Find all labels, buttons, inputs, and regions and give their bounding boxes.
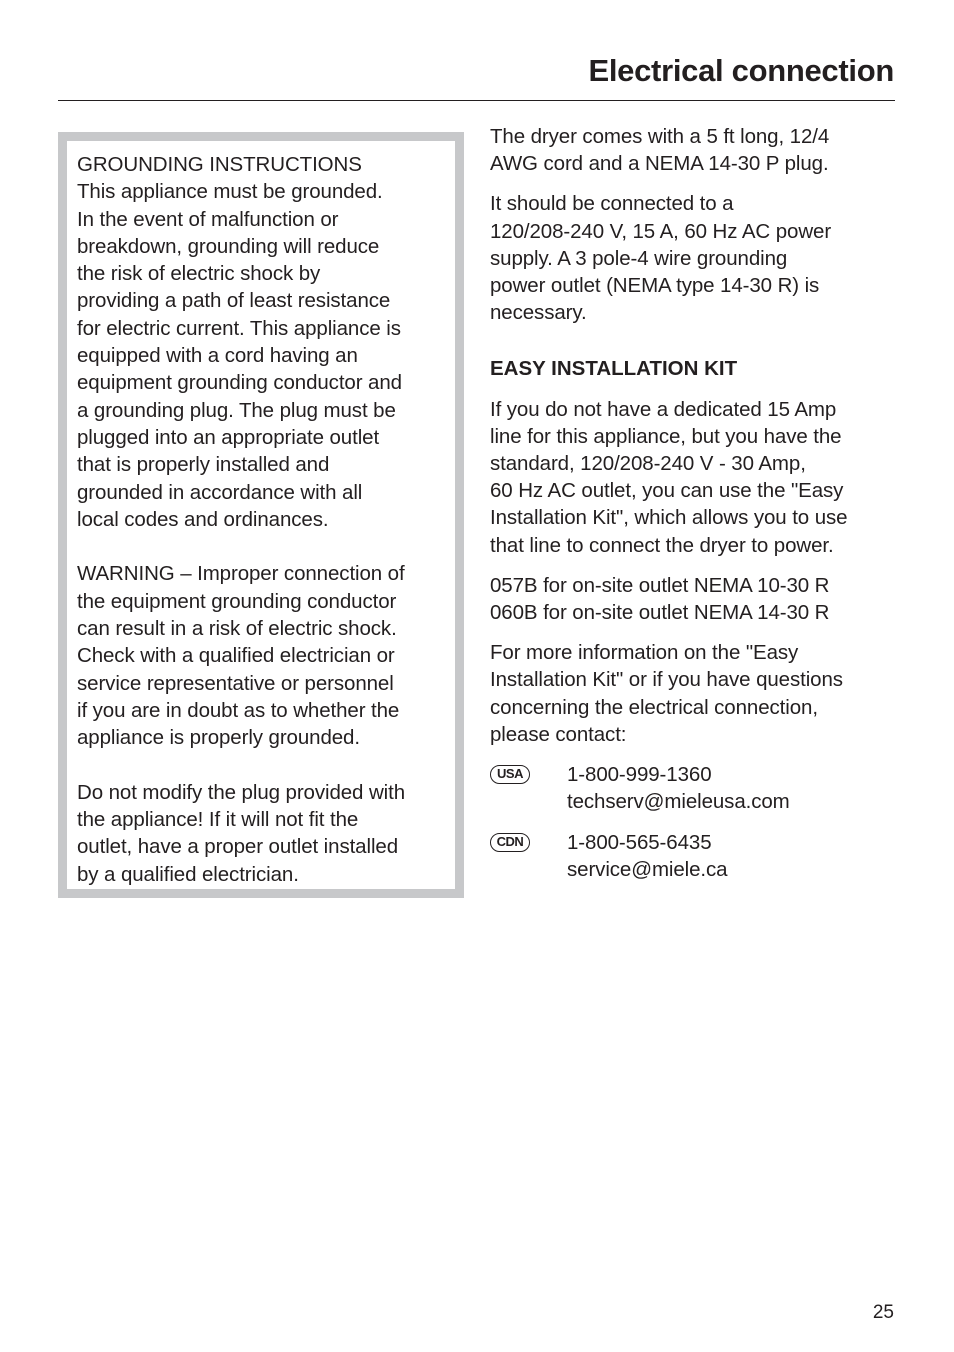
text-line: if you are in doubt as to whether the <box>77 698 400 722</box>
text-line: AWG cord and a NEMA 14-30 P plug. <box>490 152 829 176</box>
text-line: local codes and ordinances. <box>77 507 329 531</box>
cdn-contact-details <box>567 829 897 883</box>
text-line: 120/208-240 V, 15 A, 60 Hz AC power <box>490 219 832 243</box>
text-line: 60 Hz AC outlet, you can use the "Easy <box>490 479 844 503</box>
text-line: equipped with a cord having an <box>77 344 358 368</box>
usa-contact <box>490 761 900 815</box>
do-not-modify-plug-paragraph <box>77 779 472 888</box>
easy-installation-kit-heading: EASY INSTALLATION KIT <box>490 357 738 381</box>
more-information-paragraph <box>490 639 900 748</box>
text-line: the risk of electric shock by <box>77 262 321 286</box>
installation-kit-paragraph <box>490 396 900 559</box>
usa-country-badge-icon: USA <box>490 765 530 784</box>
text-line: breakdown, grounding will reduce <box>77 234 380 258</box>
text-line: GROUNDING INSTRUCTIONS <box>77 153 362 176</box>
text-line: line for this appliance, but you have the <box>490 424 842 448</box>
cdn-contact <box>490 829 900 883</box>
text-line: This appliance must be grounded. <box>77 180 383 204</box>
grounding-warning-text <box>77 151 472 888</box>
text-line: appliance is properly grounded. <box>77 726 360 750</box>
text-line: equipment grounding conductor and <box>77 371 402 395</box>
text-line: It should be connected to a <box>490 192 734 216</box>
text-line: In the event of malfunction or <box>77 207 339 231</box>
page-title: Electrical connection <box>588 53 894 88</box>
cdn-email-address: service@miele.ca <box>567 858 728 882</box>
text-line: that is properly installed and <box>77 453 330 477</box>
cdn-country-badge-icon: CDN <box>490 833 530 852</box>
cord-description-paragraph <box>490 123 900 177</box>
text-line: 060B for on-site outlet NEMA 14-30 R <box>490 601 830 625</box>
text-line: supply. A 3 pole-4 wire grounding <box>490 246 788 270</box>
page-number: 25 <box>872 1302 894 1323</box>
text-line: Installation Kit" or if you have questions <box>490 668 843 692</box>
text-line: a grounding plug. The plug must be <box>77 398 396 422</box>
power-supply-paragraph <box>490 190 900 326</box>
outlet-kit-codes-paragraph <box>490 572 900 626</box>
connection-details-column <box>490 123 900 897</box>
text-line: Check with a qualified electrician or <box>77 644 395 668</box>
usa-email-address: techserv@mieleusa.com <box>567 790 790 814</box>
text-line: plugged into an appropriate outlet <box>77 425 380 449</box>
text-line: If you do not have a dedicated 15 Amp <box>490 397 837 421</box>
cdn-phone-number: 1-800-565-6435 <box>567 831 712 855</box>
text-line: power outlet (NEMA type 14-30 R) is <box>490 274 820 298</box>
text-line: for electric current. This appliance is <box>77 316 401 340</box>
text-line: the appliance! If it will not fit the <box>77 808 359 832</box>
text-line: the equipment grounding conductor <box>77 589 397 613</box>
usa-contact-details <box>567 761 897 815</box>
text-line: service representative or personnel <box>77 671 394 695</box>
grounding-warning-box <box>58 132 464 898</box>
improper-connection-warning-paragraph <box>77 560 472 751</box>
text-line: Do not modify the plug provided with <box>77 780 406 804</box>
text-line: 057B for on-site outlet NEMA 10-30 R <box>490 573 830 597</box>
text-line: providing a path of least resistance <box>77 289 391 313</box>
text-line: necessary. <box>490 301 587 325</box>
title-divider <box>58 100 895 101</box>
text-line: by a qualified electrician. <box>77 862 299 886</box>
text-line: The dryer comes with a 5 ft long, 12/4 <box>490 125 830 148</box>
text-line: can result in a risk of electric shock. <box>77 617 397 641</box>
text-line: grounded in accordance with all <box>77 480 363 504</box>
grounding-instructions-paragraph <box>77 151 472 533</box>
text-line: concerning the electrical connection, <box>490 695 818 719</box>
text-line: Installation Kit", which allows you to use <box>490 506 848 530</box>
usa-phone-number: 1-800-999-1360 <box>567 763 712 787</box>
text-line: WARNING – Improper connection of <box>77 562 405 586</box>
text-line: outlet, have a proper outlet installed <box>77 835 398 859</box>
text-line: that line to connect the dryer to power. <box>490 533 834 557</box>
text-line: For more information on the "Easy <box>490 641 799 665</box>
text-line: standard, 120/208-240 V - 30 Amp, <box>490 452 806 476</box>
text-line: please contact: <box>490 722 627 746</box>
